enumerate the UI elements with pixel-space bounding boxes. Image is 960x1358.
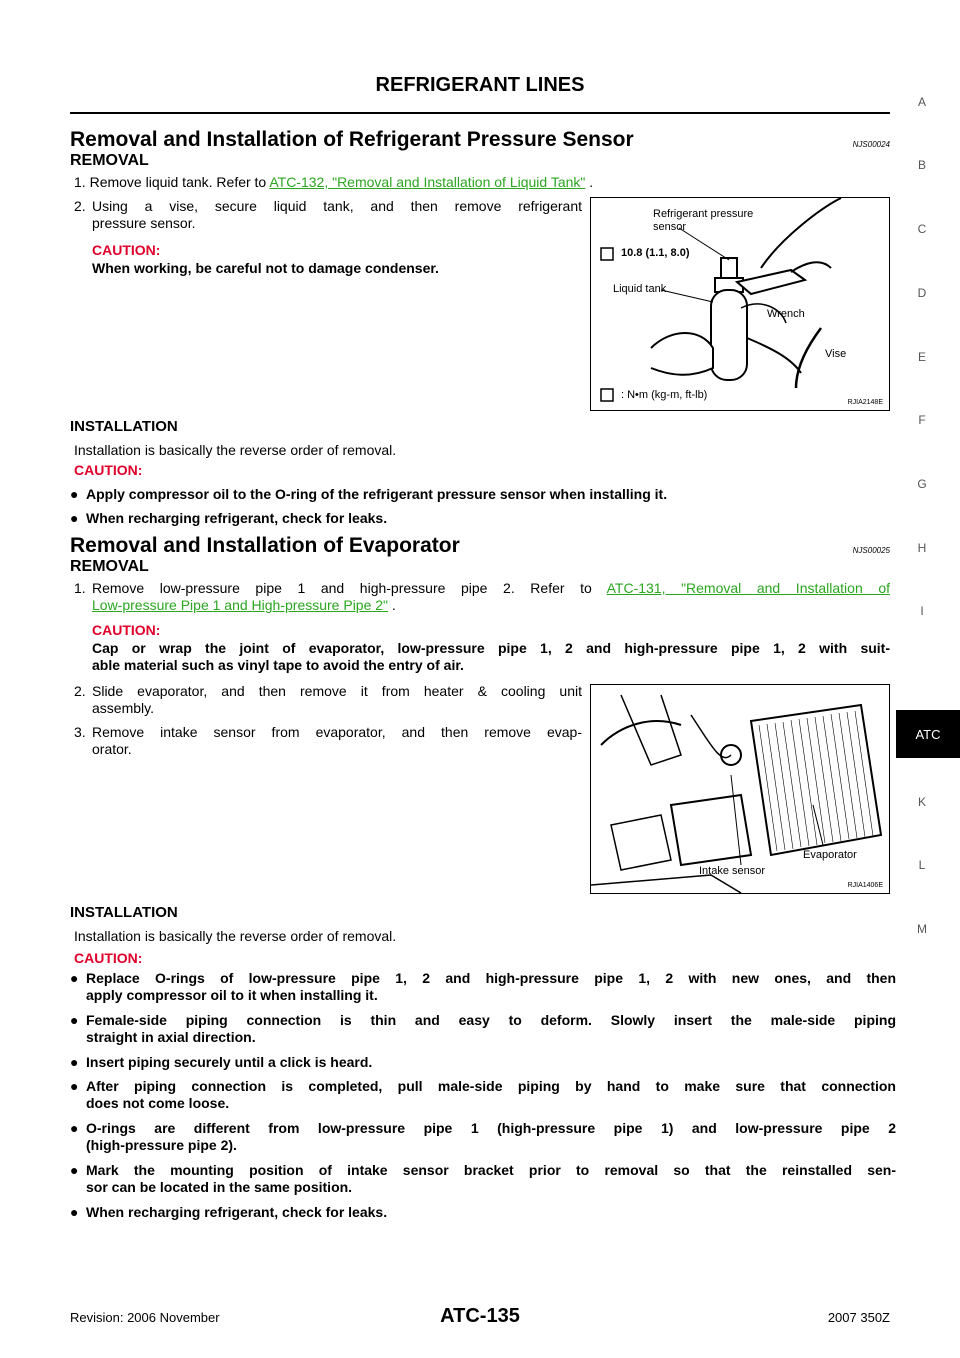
section1-removal-heading: REMOVAL [70,152,149,169]
bullet-icon: ● [70,1204,79,1220]
section2-install-text: Installation is basically the reverse order of removal. [74,928,397,944]
section2-install-heading: INSTALLATION [70,904,178,921]
side-tab-m[interactable]: M [917,922,927,936]
side-tab-h[interactable]: H [917,541,927,555]
side-tab-g[interactable]: G [917,477,927,491]
side-tab-b[interactable]: B [917,158,926,172]
section1-caution-label: CAUTION: [92,242,161,258]
bullet-icon: ● [70,510,79,526]
figure1-id: RJIA2148E [847,399,883,406]
section1-caution-text: When working, be careful not to damage condenser. [92,260,439,276]
figure2-id: RJIA1406E [847,882,883,889]
section2-caution-line-1: Cap or wrap the joint of evaporator, low-pressure pipe 1, 2 and high-pressure pipe 1, 2 with suit- [92,640,890,656]
figure2-drawing [591,685,889,893]
section2-title: Removal and Installation of Evaporator [70,534,460,557]
footer-revision: Revision: 2006 November [70,1310,220,1325]
section1-title: Removal and Installation of Refrigerant Pressure Sensor [70,128,634,151]
figure2-label-intake-sensor: Intake sensor [699,865,766,877]
figure1-label-torque: 10.8 (1.1, 8.0) [621,247,690,259]
section1-install-caution-label: CAUTION: [74,462,143,478]
figure1-label-units: : N•m (kg-m, ft-lb) [621,389,708,401]
section1-install-heading: INSTALLATION [70,418,178,435]
figure-refrigerant-pressure-sensor [590,197,890,411]
section2-install-caution-label: CAUTION: [74,950,143,966]
footer-page-number: ATC-135 [440,1305,520,1327]
link-liquid-tank[interactable]: ATC-132, "Removal and Installation of Liquid Tank" [269,174,586,190]
bullet-icon: ● [70,1162,79,1178]
figure1-label-tank: Liquid tank [613,283,667,295]
section1-install-text: Installation is basically the reverse order of removal. [74,442,397,458]
side-tab-k[interactable]: K [917,795,926,809]
link-low-pressure-pipe[interactable]: ATC-131, "Removal and Installation of [606,580,890,596]
figure1-label-wrench: Wrench [767,308,805,320]
bullet-icon: ● [70,486,79,502]
figure1-label-vise: Vise [825,348,847,360]
section2-caution-label: CAUTION: [92,622,161,638]
side-tab-l[interactable]: L [918,858,926,872]
bullet-icon: ● [70,970,79,986]
section2-id: NJS00025 [852,546,890,555]
figure2-label-evaporator: Evaporator [803,849,857,861]
footer-model: 2007 350Z [827,1310,890,1325]
side-tab-i[interactable]: I [920,604,924,618]
side-tab-atc-active[interactable]: ATC [896,710,960,758]
section1-step1: 1. Remove liquid tank. Refer to ATC-132, "Removal and Installation of Liquid Tank" . [74,174,594,190]
header-rule [70,112,890,114]
figure1-label-sensor-1: Refrigerant pressure [653,208,754,220]
page-title: REFRIGERANT LINES [375,74,585,96]
link-low-pressure-pipe-cont[interactable]: Low-pressure Pipe 1 and High-pressure Pipe 2" [92,597,389,613]
bullet-icon: ● [70,1078,79,1094]
figure1-drawing [591,198,889,410]
section2-removal-heading: REMOVAL [70,558,149,575]
bullet-icon: ● [70,1054,79,1070]
bullet-icon: ● [70,1120,79,1136]
section1-id: NJS00024 [852,140,890,149]
side-tab-e[interactable]: E [917,350,926,364]
side-tab-d[interactable]: D [917,286,927,300]
side-tab-f[interactable]: F [918,413,926,427]
side-tab-c[interactable]: C [917,222,927,236]
bullet-icon: ● [70,1012,79,1028]
section2-caution-line-2: able material such as vinyl tape to avoid the entry of air. [92,657,464,673]
side-tab-a[interactable]: A [917,95,926,109]
figure1-label-sensor-2: sensor [653,221,687,233]
figure-evaporator [590,684,890,894]
